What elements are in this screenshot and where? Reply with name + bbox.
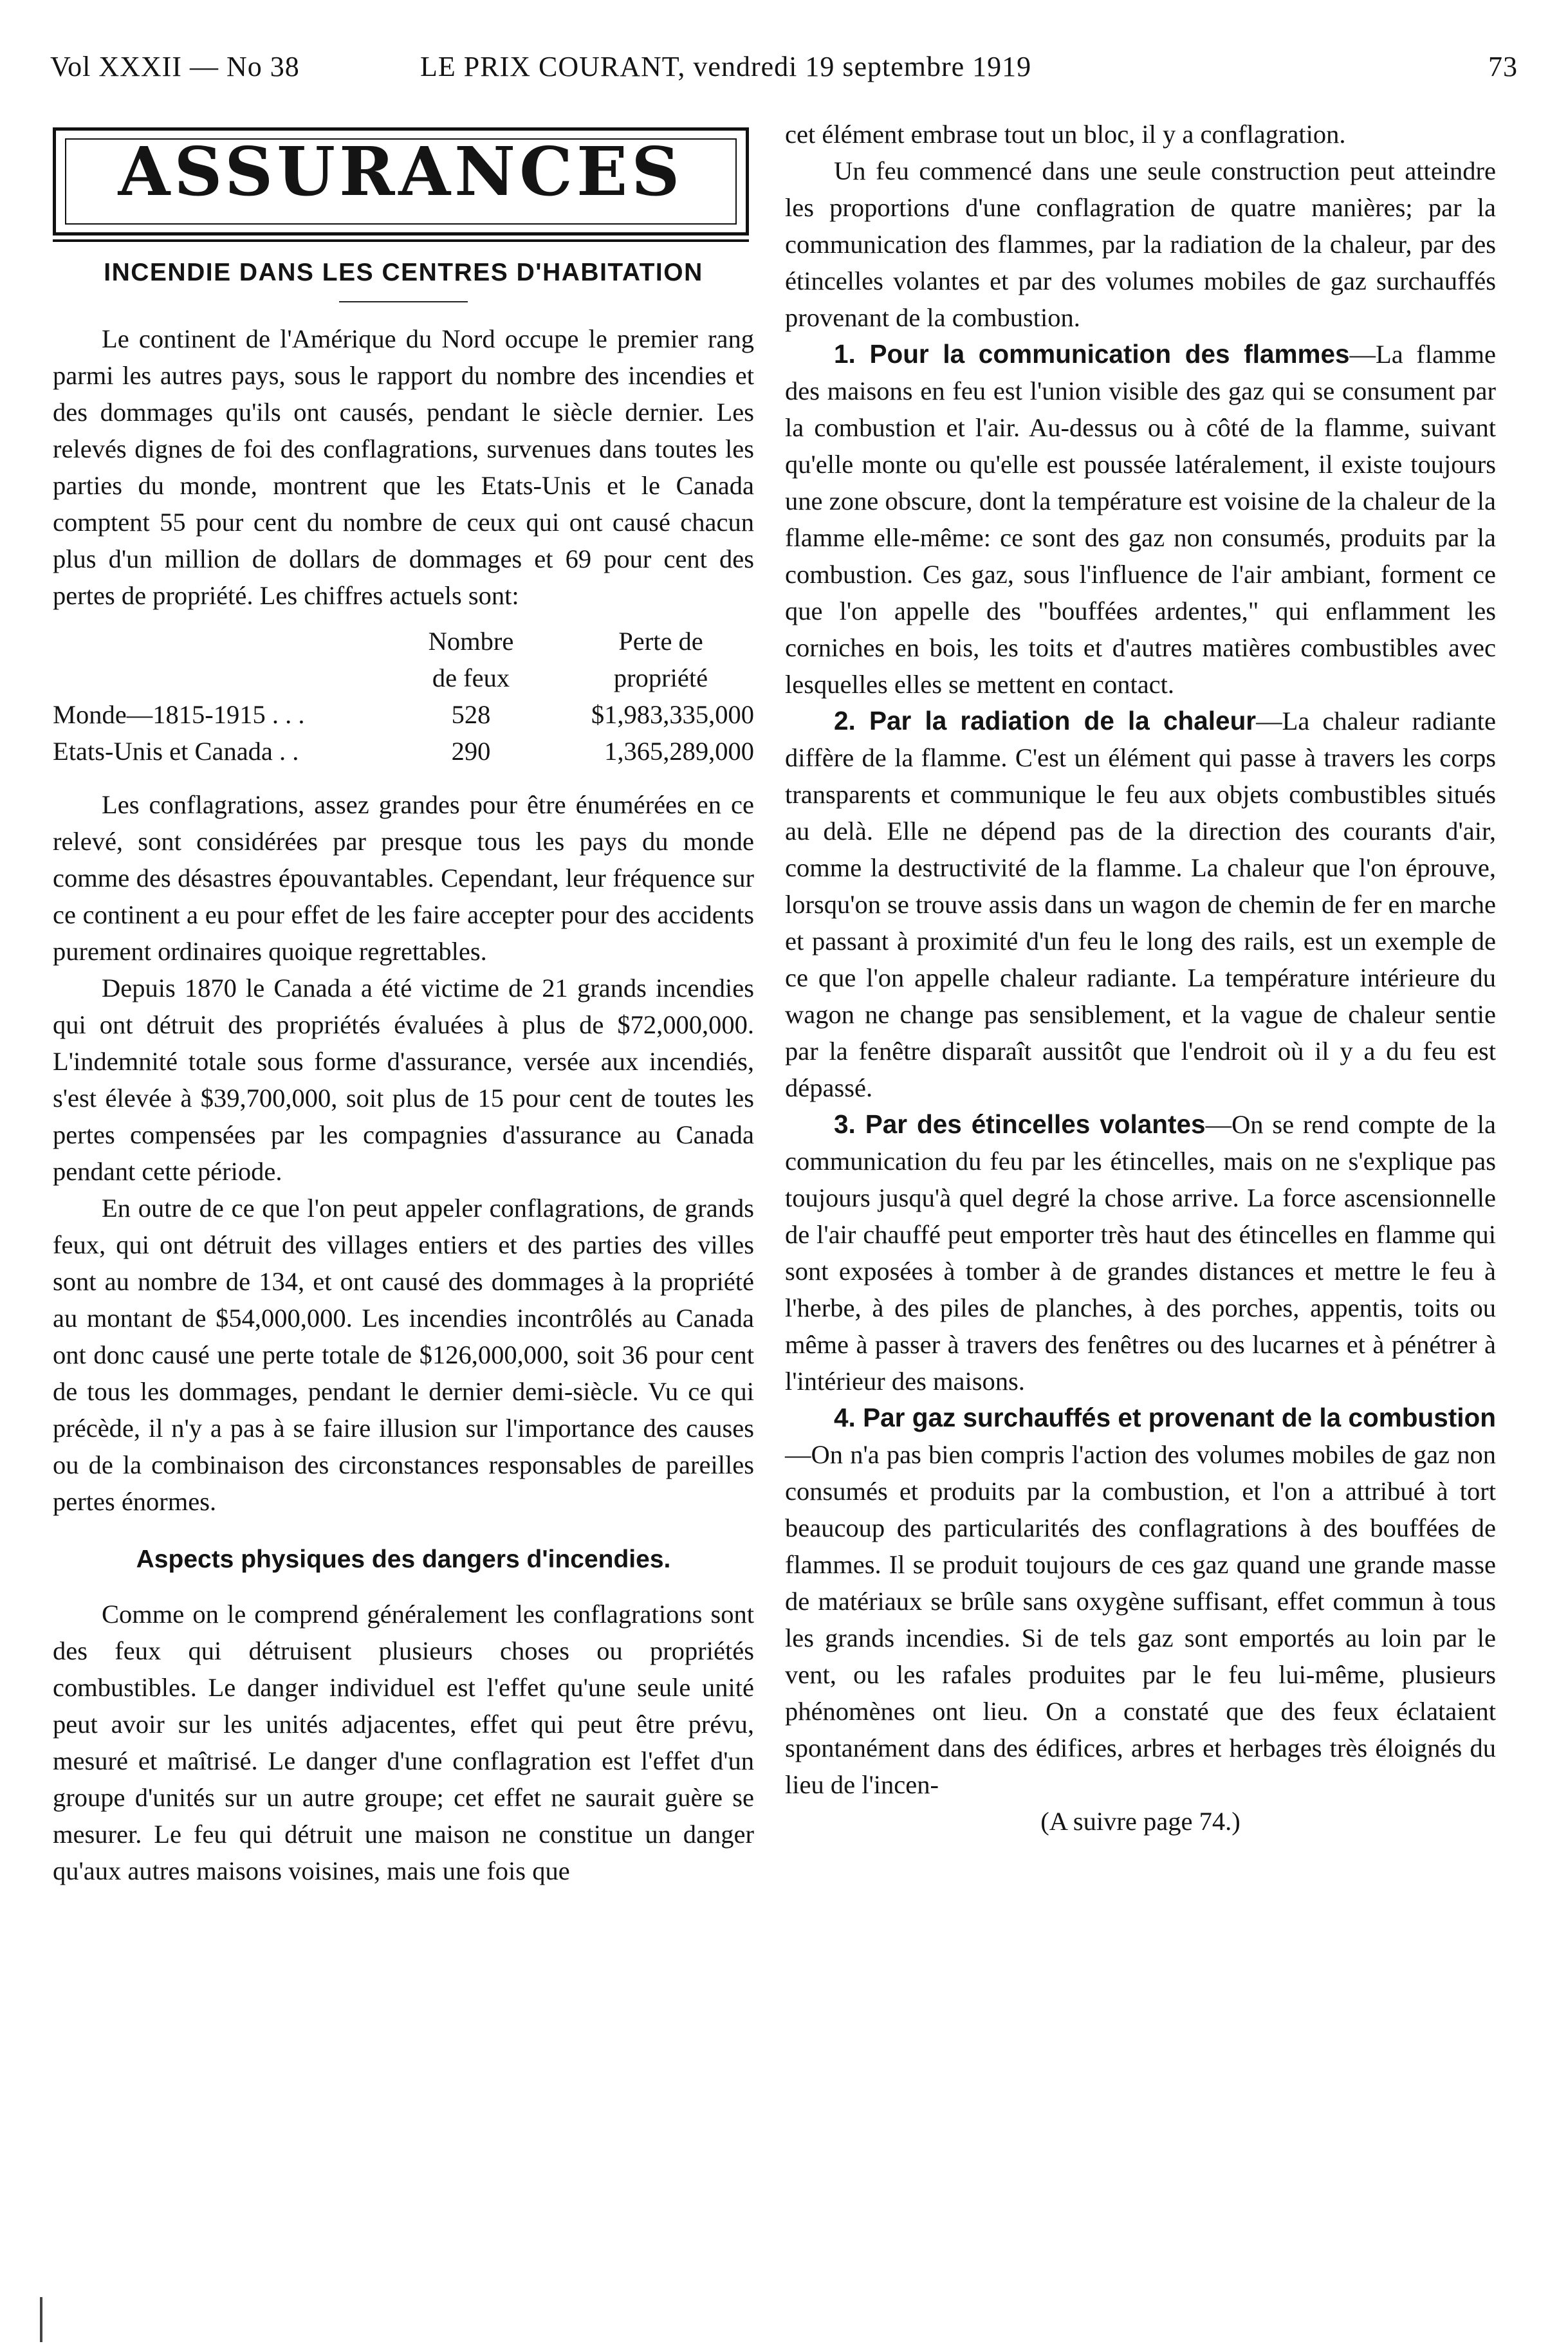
page-number: 73 bbox=[1488, 51, 1518, 82]
paragraph: Les conflagrations, assez grandes pour être énumérées en ce relevé, sont considérées par presque tous les pays du monde comme des désastres épouvantables. Cependant, leur fréquence sur ce continent a eu pour effet de les faire accepter pour des accidents purement ordinaires quoique regrettables. bbox=[53, 790, 754, 966]
section-banner bbox=[53, 127, 749, 236]
item-text: —On se rend compte de la communication du feu par les étincelles, mais on ne s'explique pas toujours jusqu'à quel degré la chose arrive. La force ascensionnelle de l'air chauffé peut emporter très haut des étincelles en flamme qui sont exposées à tomber à de grandes distances et mettre le feu à l'herbe, à des piles de planches, à des porches, appentis, toits ou même à passer à travers des fenêtres ou des lucarnes et à pénétrer à l'intérieur des maisons. bbox=[785, 1110, 1496, 1396]
numbered-item bbox=[785, 336, 1496, 703]
item-lead: 3. Par des étincelles volantes bbox=[834, 1109, 1206, 1139]
volume-number: Vol XXXII — No 38 bbox=[50, 51, 300, 82]
publication-title: LE PRIX COURANT, vendredi 19 septembre 1919 bbox=[420, 51, 1032, 82]
left-column bbox=[53, 122, 754, 1889]
banner-rule bbox=[53, 239, 749, 242]
paragraph: Comme on le comprend généralement les conflagrations sont des feux qui détruisent plusieurs choses ou propriétés combustibles. Le danger individuel est l'effet qu'une seule unité peut avoir sur les unités adjacentes, effet qui peut être prévu, mesuré et maîtrisé. Le danger d'une conflagration est l'effet d'un groupe d'unités sur un autre groupe; cet effet ne saurait guère se mesurer. Le feu qui détruit une maison ne constitue un danger qu'aux autres maisons voisines, mais une fois que bbox=[53, 1600, 754, 1885]
column-header: de feux bbox=[432, 663, 510, 692]
statistics-table bbox=[53, 623, 754, 770]
paragraph: Le continent de l'Amérique du Nord occupe le premier rang parmi les autres pays, sous le rapport du nombre des incendies et des dommages qu'ils ont causés, pendant le siècle dernier. Les relevés dignes de foi des conflagrations, survenues dans toutes les parties du monde, montrent que les Etats-Unis et le Canada comptent 55 pour cent du nombre de ceux qui ont causé chacun plus d'un million de dollars de dommages et 69 pour cent des pertes de propriété. Les chiffres actuels sont: bbox=[53, 324, 754, 610]
numbered-item bbox=[785, 703, 1496, 1106]
item-lead: 4. Par gaz surchauffés et provenant de la combustion bbox=[834, 1403, 1496, 1432]
section-title: ASSURANCES bbox=[118, 132, 684, 211]
running-head bbox=[50, 50, 1518, 89]
cell-perte: 1,365,289,000 bbox=[604, 737, 754, 766]
item-text: —On n'a pas bien compris l'action des volumes mobiles de gaz non consumés et produits par la combustion, et l'on a attribué à tort beaucoup des particularités des conflagrations à des bouffées de flammes. Il se produit toujours de ces gaz quand une grande masse de matériaux se brûle sans oxygène suffisant, effet commun à tous les grands incendies. Si de tels gaz sont emportés au loin par le vent, ou les rafales produites par le feu lui-même, plusieurs phénomènes ont lieu. On a constaté que des feux éclataient spontanément dans des édifices, arbres et herbages très éloignés du lieu de l'incen- bbox=[785, 1440, 1496, 1799]
article-headline: INCENDIE DANS LES CENTRES D'HABITATION bbox=[104, 259, 703, 286]
cell-feux: 290 bbox=[451, 737, 491, 766]
cell-feux: 528 bbox=[451, 700, 491, 729]
row-label: Etats-Unis et Canada . . bbox=[53, 737, 299, 766]
table-header-row bbox=[53, 660, 754, 696]
paragraph: cet élément embrase tout un bloc, il y a conflagration. bbox=[785, 120, 1346, 149]
table-row bbox=[53, 696, 754, 733]
column-header: Nombre bbox=[428, 627, 514, 656]
row-label: Monde—1815-1915 . . . bbox=[53, 700, 305, 729]
paragraph: Depuis 1870 le Canada a été victime de 21 grands incendies qui ont détruit des propriétés évaluées à plus de $72,000,000. L'indemnité totale sous forme d'assurance, versée aux incendiés, s'est élevée à $39,700,000, soit plus de 15 pour cent de toutes les pertes compensées par les compagnies d'assurance au Canada pendant cette période. bbox=[53, 974, 754, 1186]
item-lead: 1. Pour la communication des flammes bbox=[834, 339, 1350, 369]
column-header: propriété bbox=[613, 663, 708, 692]
paragraph: Un feu commencé dans une seule construction peut atteindre les proportions d'une conflagration de quatre manières; par la communication des flammes, par la radiation de la chaleur, par des étincelles volantes et par des volumes mobiles de gaz surchauffés provenant de la combustion. bbox=[785, 156, 1496, 332]
cell-perte: $1,983,335,000 bbox=[591, 700, 754, 729]
numbered-item bbox=[785, 1106, 1496, 1399]
scan-edge-mark bbox=[40, 2297, 42, 2342]
item-lead: 2. Par la radiation de la chaleur bbox=[834, 706, 1257, 735]
section-subheading: Aspects physiques des dangers d'incendies. bbox=[136, 1546, 671, 1573]
table-row bbox=[53, 733, 754, 770]
table-header-row bbox=[53, 623, 754, 660]
item-text: —La flamme des maisons en feu est l'union visible des gaz qui se consument par la combustion et l'air. Au-dessus ou à côté de la flamme, suivant qu'elle monte ou qu'elle est poussée latéralement, il existe toujours une zone obscure, dont la température est voisine de la chaleur de la flamme elle-même: ce sont des gaz non consumés, produits par la combustion. Ces gaz, sous l'influence de l'air ambiant, forment ce que l'on appelle des "bouffées ardentes," qui enflamment les corniches en bois, les toits et d'autres matières combustibles avec lesquelles elles se mettent en contact. bbox=[785, 340, 1496, 699]
headline-divider bbox=[339, 301, 468, 302]
item-text: —La chaleur radiante diffère de la flamme. C'est un élément qui passe à travers les corps transparents et communique le feu aux objets combustibles situés au delà. Elle ne dépend pas de la direction des courants d'air, comme la destructivité de la flamme. La chaleur que l'on éprouve, lorsqu'on se trouve assis dans un wagon de chemin de fer en marche et passant à proximité d'un feu le long des rails, est un exemple de ce que l'on appelle chaleur radiante. La température intérieure du wagon ne change pas sensiblement, et la vague de chaleur sentie par la fenêtre disparaît aussitôt que l'endroit où il y a du feu est dépassé. bbox=[785, 707, 1496, 1102]
right-column bbox=[785, 116, 1496, 1840]
column-header: Perte de bbox=[618, 627, 703, 656]
numbered-item bbox=[785, 1399, 1496, 1803]
continued-notice: (A suivre page 74.) bbox=[1040, 1807, 1241, 1836]
paragraph: En outre de ce que l'on peut appeler conflagrations, de grands feux, qui ont détruit des villages entiers et des parties des villes sont au nombre de 134, et ont causé des dommages à la propriété au montant de $54,000,000. Les incendies incontrôlés au Canada ont donc causé une perte totale de $126,000,000, soit 36 pour cent de tous les dommages, pendant le dernier demi-siècle. Vu ce qui précède, il n'y a pas à se faire illusion sur l'importance des causes ou de la combinaison des circonstances responsables de pareilles pertes énormes. bbox=[53, 1194, 754, 1516]
